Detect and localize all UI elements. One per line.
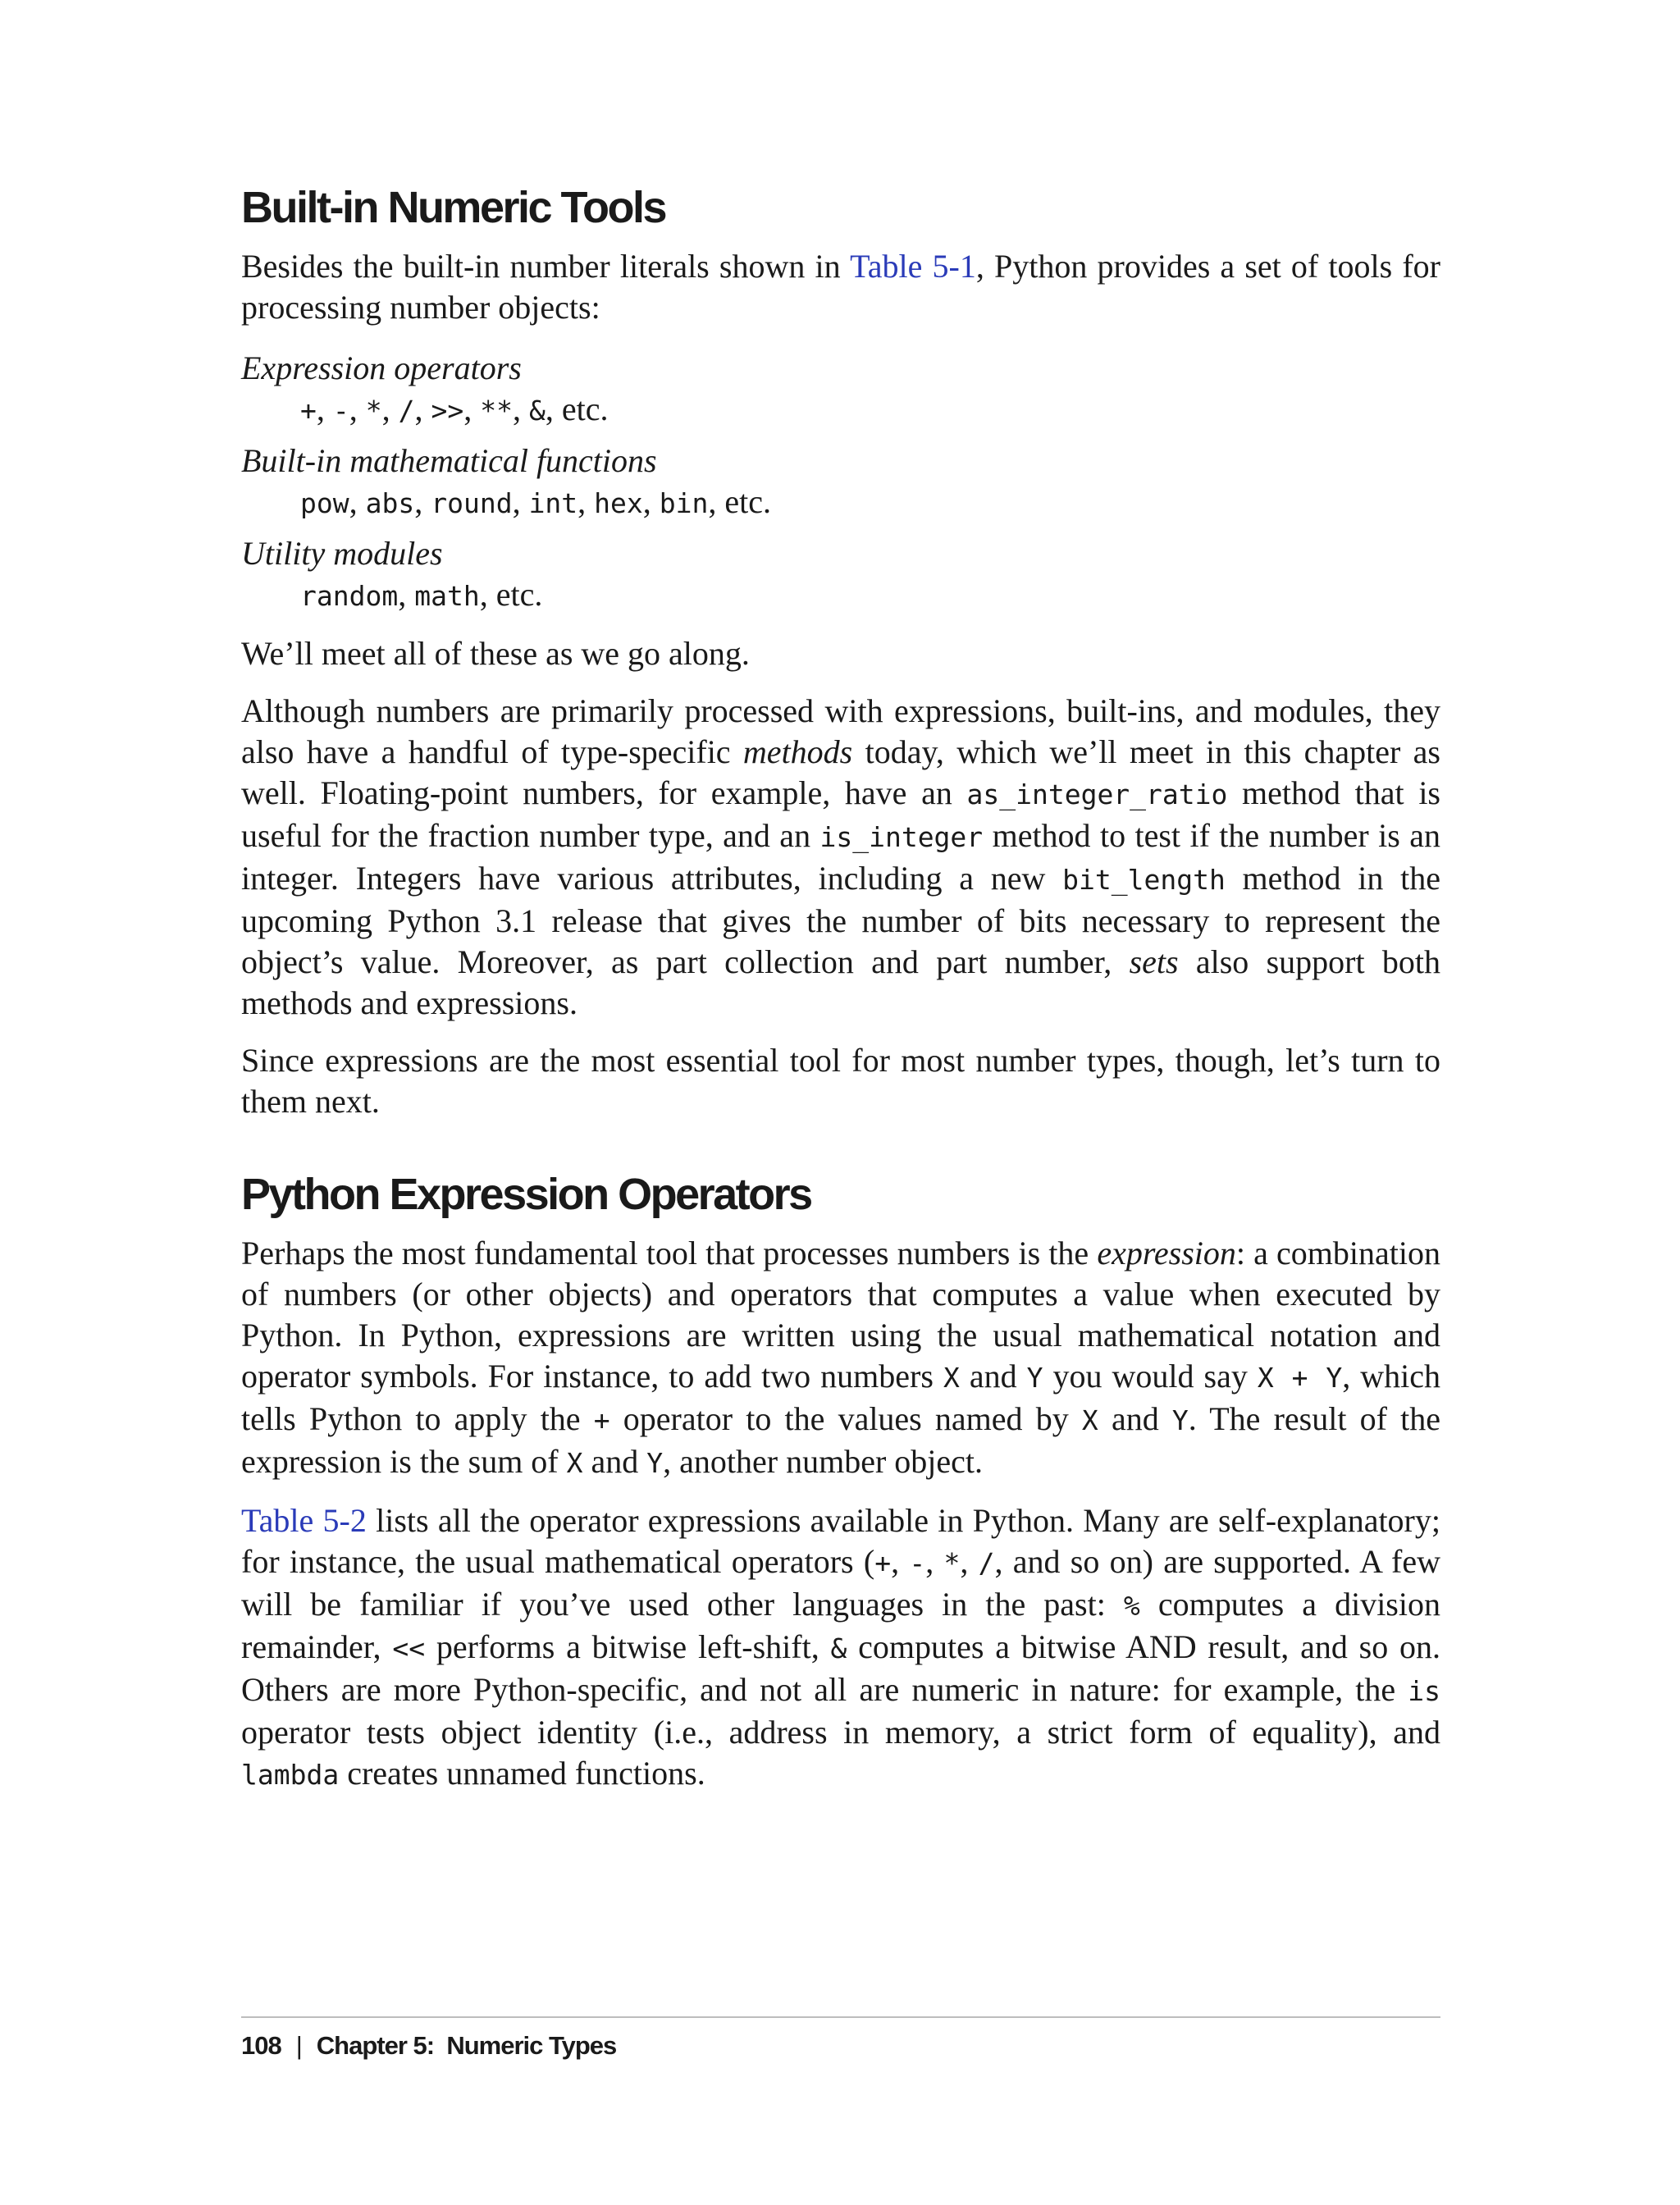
paragraph-methods: Although numbers are primarily processed with expressions, built-ins, and modules, they also have a handful of type-specific methods today, which we’ll meet in this chapter as well. Floating-point numbers, for example, have an as_integer_ratio method that is useful for the fraction number type, and an is_integer method to test if the number is an integer. Integers have various attributes, including a new bit_length method in the upcoming Python 3.1 release that gives the number of bits necessary to represent the object’s value. Moreover, as part collection and part number, sets also support both methods and expressions. — [241, 692, 1441, 1021]
definition-list — [241, 348, 1440, 617]
paragraph-table-5-2: Table 5-2 lists all the operator expressions available in Python. Many are self-explanatory; for instance, the usual mathematical operators (+, -, *, /, and so on) are supported. A few will be familiar if you’ve used other languages in the past: % computes a division remainder, << performs a bitwise left-shift, & computes a bitwise AND result, and so on. Others are more Python-specific, and not all are numeric in nature: for example, the is operator tests object identity (i.e., address in memory, a strict form of equality), and lambda creates unnamed functions. — [241, 1502, 1440, 1792]
def-expression-operators: +, -, *, /, >>, **, &, etc. — [300, 390, 609, 427]
footer-rule — [241, 2016, 1440, 2018]
paragraph-meet: We’ll meet all of these as we go along. — [241, 635, 750, 672]
intro-paragraph: Besides the built-in number literals shown in Table 5-1, Python provides a set of tools for processing number objects: — [241, 248, 1440, 326]
term-expression-operators: Expression operators — [241, 349, 522, 386]
section1-body — [241, 246, 1440, 1122]
def-utility-modules: random, math, etc. — [300, 576, 543, 613]
page-footer — [241, 2031, 616, 2061]
term-utility-modules: Utility modules — [241, 535, 443, 572]
table-5-1-link[interactable]: Table 5-1 — [850, 248, 976, 285]
page-number: 108 — [241, 2031, 281, 2060]
footer-separator: | — [295, 2031, 302, 2060]
def-builtin-math-functions: pow, abs, round, int, hex, bin, etc. — [300, 483, 772, 520]
paragraph-expression: Perhaps the most fundamental tool that processes numbers is the expression: a combination of numbers (or other objects) and operators that computes a value when executed by Python. In Python, expressions are written using the usual mathematical notation and operator symbols. For instance, to add two numbers X and Y you would say X + Y, which tells Python to apply the + operator to the values named by X and Y. The result of the expression is the sum of X and Y, another number object. — [241, 1235, 1441, 1480]
section2-body — [241, 1233, 1440, 1796]
term-builtin-math-functions: Built-in mathematical functions — [241, 442, 657, 479]
section-heading-builtin-numeric-tools: Built-in Numeric Tools — [241, 183, 666, 232]
section-heading-python-expression-operators: Python Expression Operators — [241, 1170, 811, 1219]
paragraph-turn-to-expressions: Since expressions are the most essential tool for most number types, though, let’s turn to them next. — [241, 1042, 1440, 1120]
table-5-2-link[interactable]: Table 5-2 — [241, 1502, 367, 1539]
chapter-title: Chapter 5: Numeric Types — [316, 2031, 617, 2060]
